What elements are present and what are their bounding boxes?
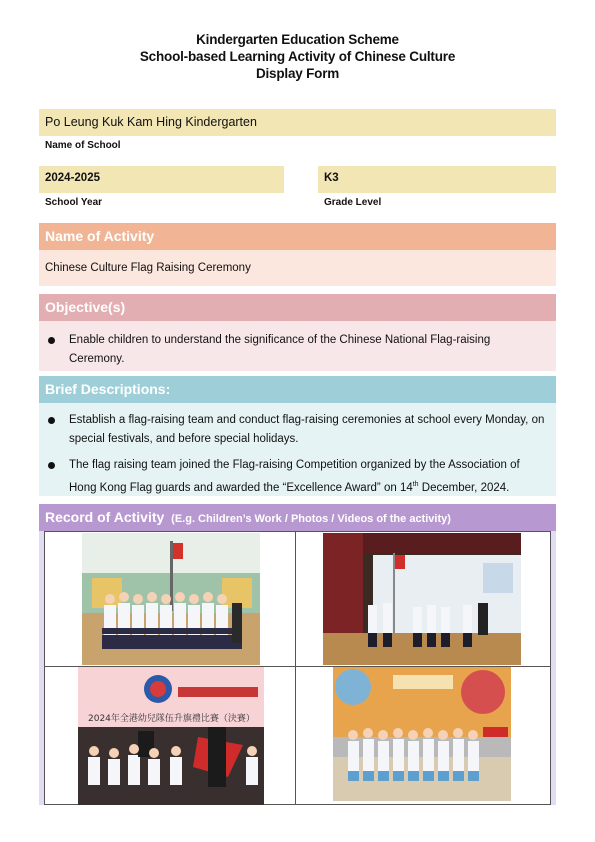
header-title-line2: School-based Learning Activity of Chinese Culture bbox=[139, 49, 456, 64]
school-year-label: School Year bbox=[45, 197, 103, 208]
school-name-field bbox=[39, 109, 556, 136]
description-item bbox=[39, 456, 548, 498]
activity-photo-competition bbox=[78, 667, 264, 805]
descriptions-body bbox=[39, 403, 556, 496]
description-item-text: The flag raising team joined the Flag-raising Competition organized by the Association of Hong Kong Flag guards and awarded the “Excellence Award” on 14 bbox=[69, 459, 520, 494]
activity-name-heading: Name of Activity bbox=[39, 223, 556, 250]
record-heading-subtitle: (E.g. Children’s Work / Photos / Videos of the activity) bbox=[171, 513, 451, 525]
photo-grid bbox=[44, 531, 551, 805]
record-heading bbox=[39, 504, 556, 531]
grade-level-field bbox=[318, 166, 556, 193]
competition-banner-text: 2024年全港幼兒隊伍升旗禮比賽（決賽） bbox=[88, 714, 255, 724]
header-title-line3: Display Form bbox=[255, 66, 340, 81]
activity-photo-stage bbox=[323, 533, 521, 665]
document-header bbox=[0, 31, 595, 82]
grade-level-label: Grade Level bbox=[324, 197, 382, 208]
school-name-value: Po Leung Kuk Kam Hing Kindergarten bbox=[45, 115, 257, 129]
record-heading-title: Record of Activity bbox=[45, 509, 165, 525]
activity-name-value: Chinese Culture Flag Raising Ceremony bbox=[45, 262, 251, 274]
objectives-list bbox=[39, 331, 556, 369]
school-year-field bbox=[39, 166, 284, 193]
school-year-value: 2024-2025 bbox=[45, 172, 100, 184]
header-title-line1: Kindergarten Education Scheme bbox=[196, 32, 399, 47]
description-item-superscript: th bbox=[412, 481, 419, 488]
description-item-text-end: December, 2024. bbox=[418, 481, 510, 494]
grid-divider-vertical bbox=[295, 532, 296, 804]
descriptions-heading: Brief Descriptions: bbox=[39, 376, 556, 403]
school-name-label: Name of School bbox=[45, 140, 121, 151]
activity-photo-classroom bbox=[82, 533, 260, 665]
grade-level-value: K3 bbox=[324, 172, 339, 184]
descriptions-list bbox=[39, 411, 556, 498]
activity-name-body bbox=[39, 250, 556, 286]
activity-photo-mural bbox=[333, 667, 511, 801]
objective-item: Enable children to understand the significance of the Chinese National Flag-raising Ceremony. bbox=[39, 331, 548, 369]
objectives-body bbox=[39, 321, 556, 371]
objectives-heading: Objective(s) bbox=[39, 294, 556, 321]
description-item: Establish a flag-raising team and conduct flag-raising ceremonies at school every Monday, on special festivals, and before special holidays. bbox=[39, 411, 548, 449]
